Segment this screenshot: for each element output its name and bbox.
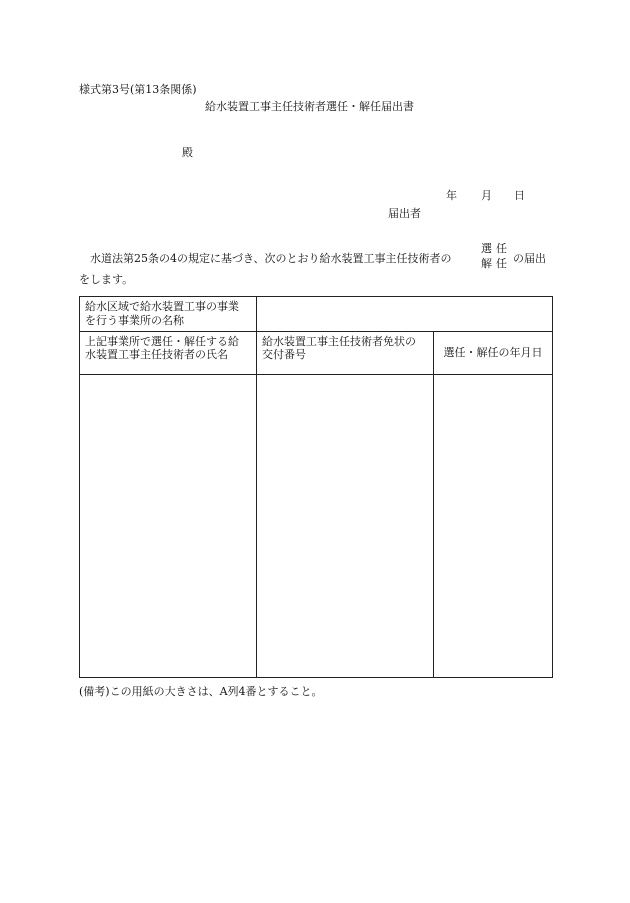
license-number-header bbox=[257, 331, 434, 374]
license-number-header-line1: 給水装置工事主任技術者免状の bbox=[262, 334, 416, 348]
engineer-name-header bbox=[80, 331, 257, 374]
engineer-name-field[interactable] bbox=[80, 374, 257, 677]
date-day-label: 日 bbox=[514, 189, 525, 202]
choice-appoint-char2: 任 bbox=[496, 242, 507, 255]
office-name-label-line2: を行う事業所の名称 bbox=[85, 313, 184, 327]
appointment-date-header: 選任・解任の年月日 bbox=[434, 331, 553, 374]
form-number: 様式第3号(第13条関係) bbox=[79, 83, 197, 96]
choice-appoint bbox=[481, 243, 513, 254]
choice-appoint-char1: 選 bbox=[481, 242, 492, 255]
license-number-field[interactable] bbox=[257, 374, 434, 677]
remarks-note: (備考)この用紙の大きさは、A列4番とすること。 bbox=[79, 685, 323, 698]
body-text-end: の届出 bbox=[513, 252, 546, 265]
header-row bbox=[80, 331, 553, 374]
body-text-line1: 水道法第25条の4の規定に基づき、次のとおり給水装置工事主任技術者の bbox=[90, 252, 452, 265]
choice-dismiss-char1: 解 bbox=[481, 257, 492, 270]
choice-dismiss bbox=[481, 258, 513, 269]
notifier-label: 届出者 bbox=[388, 207, 421, 220]
office-name-label-line1: 給水区域で給水装置工事の事業 bbox=[85, 300, 239, 313]
document-title: 給水装置工事主任技術者選任・解任届出書 bbox=[205, 100, 414, 113]
choice-dismiss-char2: 任 bbox=[496, 257, 507, 270]
office-name-label bbox=[80, 297, 257, 332]
appointment-choice bbox=[481, 243, 513, 269]
date-year-label: 年 bbox=[446, 189, 457, 202]
addressee-honorific: 殿 bbox=[182, 146, 193, 159]
appointment-date-field[interactable] bbox=[434, 374, 553, 677]
engineer-name-header-line1: 上記事業所で選任・解任する給 bbox=[85, 334, 239, 348]
entry-row bbox=[80, 374, 553, 677]
engineer-name-header-line2: 水装置工事主任技術者の氏名 bbox=[85, 348, 228, 362]
office-name-field[interactable] bbox=[257, 297, 553, 332]
date-month-label: 月 bbox=[481, 189, 492, 202]
date-line bbox=[446, 190, 525, 201]
body-text-line2: をします。 bbox=[79, 273, 134, 286]
form-table bbox=[79, 296, 553, 678]
license-number-header-line2: 交付番号 bbox=[262, 348, 306, 362]
office-name-row bbox=[80, 297, 553, 332]
